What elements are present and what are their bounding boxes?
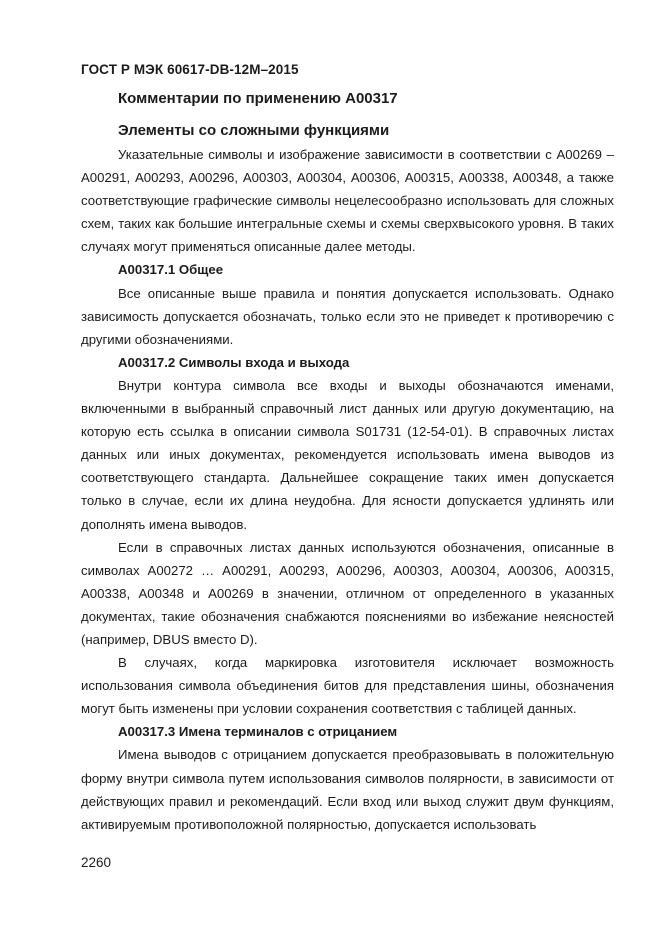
subsection-heading-negated-terminals: А00317.3 Имена терминалов с отрицанием	[118, 724, 398, 740]
page-number: 2260	[81, 855, 112, 870]
paragraph-io-3: В случаях, когда маркировка изготовителя исключает возможность использования символа объединения битов для представления шины, обозначения могут быть изменены при условии сохранения соответствия с таблицей данных.	[81, 655, 614, 717]
page-title: Комментарии по применению А00317	[118, 90, 398, 107]
document-code-header: ГОСТ Р МЭК 60617-DB-12M–2015	[81, 62, 299, 77]
paragraph-general: Все описанные выше правила и понятия допускается использовать. Однако зависимость допускается обозначать, только если это не приведет к противоречию с другими обозначениями.	[81, 285, 614, 347]
paragraph-io-2: Если в справочных листах данных используются обозначения, описанные в символах А00272 … А00291, А00293, А00296, А00303, А00304, А00306, А00315, А00338, А00348 и А00269 в значении, отличном от определенного в указанных документах, такие обозначения снабжаются пояснениями во избежание неясностей (например, DBUS вместо D).	[81, 539, 614, 647]
section-heading: Элементы со сложными функциями	[118, 122, 390, 139]
subsection-heading-io-symbols: А00317.2 Символы входа и выхода	[118, 354, 350, 370]
paragraph-negated-terminals: Имена выводов с отрицанием допускается преобразовывать в положительную форму внутри символа путем использования символов полярности, в зависимости от действующих правил и рекомендаций. Если вход или выход служит двум функциям, активируемым противоположной полярностью, допускается использовать	[81, 747, 614, 832]
intro-paragraph: Указательные символы и изображение зависимости в соответствии с А00269 – А00291, А00293, А00296, А00303, А00304, А00306, А00315, А00338, А00348, а также соответствующие графические символы нецелесообразно использовать для сложных схем, таких как большие интегральные схемы и схемы сверхвысокого уровня. В таких случаях могут применяться описанные далее методы.	[81, 147, 614, 255]
subsection-heading-general: А00317.1 Общее	[118, 262, 224, 278]
paragraph-io-1: Внутри контура символа все входы и выходы обозначаются именами, включенными в выбранный справочный лист данных или другую документацию, на которую есть ссылка в описании символа S01731 (12-54-01). В справочных листах данных или иных документах, рекомендуется использовать имена выводов из соответствующего стандарта. Дальнейшее сокращение таких имен допускается только в случае, если их длина неудобна. Для ясности допускается удлинять или дополнять имена выводов.	[81, 377, 614, 532]
page-content	[81, 87, 614, 836]
